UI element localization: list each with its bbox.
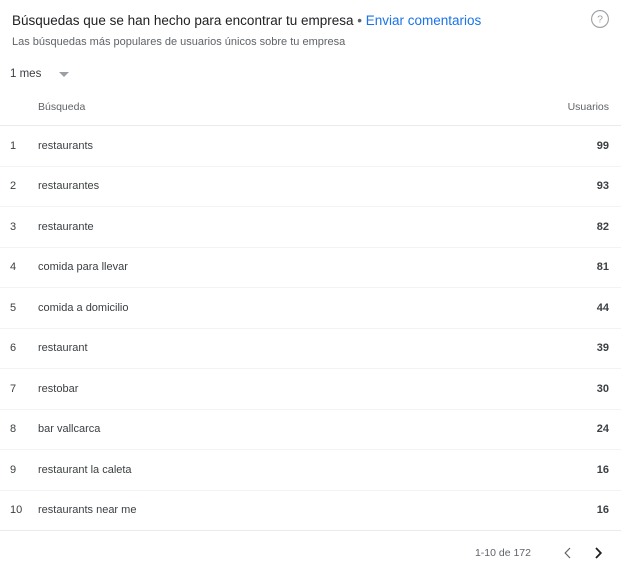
row-query: restaurantes	[34, 166, 501, 207]
table-row	[0, 247, 621, 288]
period-select-value: 1 mes	[10, 68, 42, 80]
row-users: 16	[501, 490, 621, 531]
row-users: 39	[501, 328, 621, 369]
row-users: 30	[501, 369, 621, 410]
table-row	[0, 450, 621, 491]
pagination	[0, 531, 621, 575]
row-rank: 9	[0, 450, 34, 491]
table-row	[0, 409, 621, 450]
column-header-users: Usuarios	[501, 95, 621, 126]
search-queries-table	[0, 95, 621, 531]
table-row	[0, 288, 621, 329]
period-select-row	[0, 63, 621, 85]
row-users: 82	[501, 207, 621, 248]
row-users: 16	[501, 450, 621, 491]
row-query: comida a domicilio	[34, 288, 501, 329]
table-body	[0, 126, 621, 531]
row-query: restaurants	[34, 126, 501, 167]
help-circle-icon[interactable]	[589, 8, 611, 30]
row-query: restobar	[34, 369, 501, 410]
table-row	[0, 490, 621, 531]
row-rank: 4	[0, 247, 34, 288]
row-rank: 6	[0, 328, 34, 369]
column-header-query: Búsqueda	[34, 95, 501, 126]
row-rank: 2	[0, 166, 34, 207]
row-rank: 3	[0, 207, 34, 248]
row-users: 99	[501, 126, 621, 167]
row-users: 81	[501, 247, 621, 288]
row-rank: 10	[0, 490, 34, 531]
row-users: 44	[501, 288, 621, 329]
row-users: 93	[501, 166, 621, 207]
row-query: restaurant la caleta	[34, 450, 501, 491]
row-users: 24	[501, 409, 621, 450]
table-row	[0, 207, 621, 248]
chevron-down-icon	[59, 72, 69, 77]
send-feedback-link[interactable]: Enviar comentarios	[365, 13, 482, 28]
page-title-text: Búsquedas que se han hecho para encontrar tu empresa	[12, 13, 354, 28]
panel-header	[0, 0, 621, 49]
svg-text:?: ?	[597, 13, 603, 26]
row-query: restaurant	[34, 328, 501, 369]
row-rank: 7	[0, 369, 34, 410]
row-query: comida para llevar	[34, 247, 501, 288]
table-row	[0, 328, 621, 369]
period-select[interactable]	[10, 68, 69, 80]
page-title	[12, 12, 609, 30]
column-header-rank	[0, 95, 34, 126]
title-separator: •	[357, 13, 362, 28]
page-subtitle: Las búsquedas más populares de usuarios únicos sobre tu empresa	[12, 36, 346, 48]
chevron-left-icon[interactable]	[553, 538, 583, 568]
pagination-range-label: 1-10 de 172	[474, 547, 531, 559]
table-row	[0, 369, 621, 410]
table-header-row	[0, 95, 621, 126]
row-rank: 5	[0, 288, 34, 329]
row-query: restaurante	[34, 207, 501, 248]
row-rank: 1	[0, 126, 34, 167]
chevron-right-icon[interactable]	[583, 538, 613, 568]
row-query: restaurants near me	[34, 490, 501, 531]
table-row	[0, 126, 621, 167]
row-query: bar vallcarca	[34, 409, 501, 450]
table-row	[0, 166, 621, 207]
row-rank: 8	[0, 409, 34, 450]
